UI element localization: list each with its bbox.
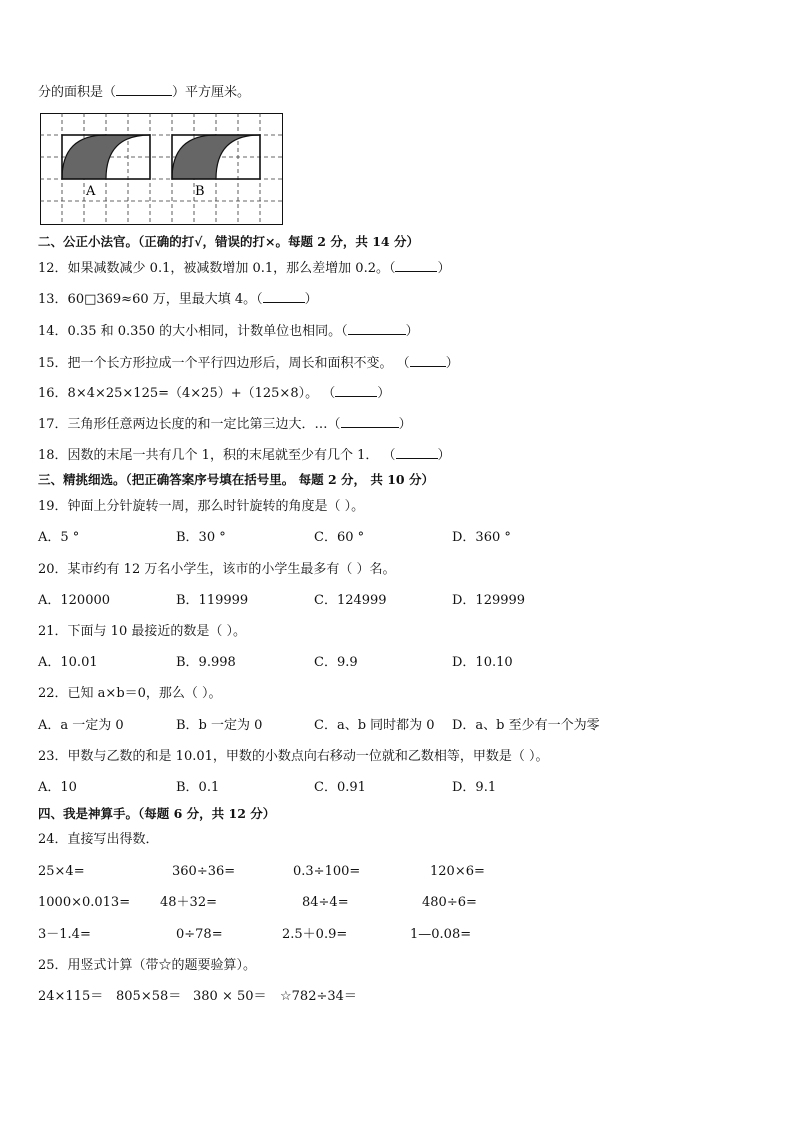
answer-blank[interactable] <box>116 84 172 96</box>
calc-item: 3－1.4= <box>38 927 91 942</box>
calc-item: 120×6= <box>430 864 485 879</box>
calc-item: 1—0.08= <box>410 927 472 942</box>
paren-close: ） <box>405 324 419 339</box>
area-question-unit: ）平方厘米。 <box>172 85 251 100</box>
question-14 <box>38 323 419 340</box>
question-22: 22．已知 a×b＝0，那么（ ）。 <box>38 686 222 701</box>
option-b[interactable]: B．119999 <box>176 593 249 608</box>
question-19: 19．钟面上分针旋转一周，那么时针旋转的角度是（ ）。 <box>38 499 365 514</box>
shape-a <box>62 135 150 179</box>
paren-close: ） <box>377 386 391 401</box>
option-c[interactable]: C．a、b 同时都为 0 <box>314 718 435 733</box>
label-b: B <box>195 184 205 199</box>
question-number: 17． <box>38 417 68 432</box>
calc-item: 380 × 50＝ <box>193 989 267 1004</box>
question-number: 15． <box>38 356 68 371</box>
calc-item: 805×58＝ <box>116 989 182 1004</box>
section3-heading: 三、精挑细选。（把正确答案序号填在括号里。 每题 2 分， 共 10 分） <box>38 472 434 487</box>
option-d[interactable]: D．129999 <box>452 593 526 608</box>
answer-blank[interactable] <box>263 291 305 303</box>
calc-item: 480÷6= <box>422 895 477 910</box>
option-a[interactable]: A．10.01 <box>38 655 98 670</box>
option-b[interactable]: B．30 ° <box>176 530 226 545</box>
area-question-line <box>38 84 250 101</box>
option-b[interactable]: B．9.998 <box>176 655 236 670</box>
option-c[interactable]: C．0.91 <box>314 780 366 795</box>
question-text: 8×4×25×125=（4×25）+（125×8）。 （ <box>67 386 336 401</box>
paren-close: ） <box>437 448 451 463</box>
option-c[interactable]: C．124999 <box>314 593 387 608</box>
paren-close: ） <box>398 417 412 432</box>
option-a[interactable]: A．a 一定为 0 <box>38 718 124 733</box>
option-c[interactable]: C．60 ° <box>314 530 365 545</box>
paren-close: ） <box>437 261 451 276</box>
question-20: 20．某市约有 12 万名小学生，该市的小学生最多有（ ）名。 <box>38 562 396 577</box>
answer-blank[interactable] <box>341 416 399 428</box>
area-question-text: 分的面积是（ <box>38 85 117 100</box>
option-a[interactable]: A．120000 <box>38 593 111 608</box>
question-text: 把一个长方形拉成一个平行四边形后，周长和面积不变。 （ <box>67 356 410 371</box>
label-a: A <box>86 184 96 199</box>
option-d[interactable]: D．10.10 <box>452 655 513 670</box>
question-15 <box>38 355 459 372</box>
option-d[interactable]: D．a、b 至少有一个为零 <box>452 718 600 733</box>
question-number: 14． <box>38 324 68 339</box>
answer-blank[interactable] <box>348 323 406 335</box>
question-18 <box>38 447 451 464</box>
answer-blank[interactable] <box>395 260 437 272</box>
question-24: 24．直接写出得数． <box>38 832 159 847</box>
paren-close: ） <box>304 292 318 307</box>
option-d[interactable]: D．9.1 <box>452 780 497 795</box>
answer-blank[interactable] <box>396 447 438 459</box>
answer-blank[interactable] <box>335 385 377 397</box>
question-number: 16． <box>38 386 68 401</box>
question-25: 25．用竖式计算（带☆的题要验算）。 <box>38 958 257 973</box>
calc-item: 48＋32= <box>160 895 217 910</box>
calc-item: 24×115＝ <box>38 989 104 1004</box>
option-a[interactable]: A．10 <box>38 780 77 795</box>
grid-figure <box>40 113 283 225</box>
question-text: 因数的末尾一共有几个 1，积的末尾就至少有几个 1． （ <box>67 448 396 463</box>
option-b[interactable]: B．b 一定为 0 <box>176 718 263 733</box>
calc-item: 2.5＋0.9= <box>282 927 348 942</box>
question-17 <box>38 416 412 433</box>
calc-item: 0.3÷100= <box>293 864 361 879</box>
question-12 <box>38 260 450 277</box>
answer-blank[interactable] <box>410 355 446 367</box>
option-a[interactable]: A．5 ° <box>38 530 80 545</box>
question-number: 12． <box>38 261 68 276</box>
question-13 <box>38 291 318 308</box>
paren-close: ） <box>445 356 459 371</box>
calc-item: ☆782÷34＝ <box>280 989 357 1004</box>
question-23: 23．甲数与乙数的和是 10.01，甲数的小数点向右移动一位就和乙数相等，甲数是（ ）。 <box>38 749 549 764</box>
section4-heading: 四、我是神算手。（每题 6 分，共 12 分） <box>38 806 276 821</box>
calc-item: 0÷78= <box>176 927 223 942</box>
question-text: 60□369≈60 万，里最大填 4。（ <box>67 292 263 307</box>
section2-heading: 二、公正小法官。（正确的打√，错误的打×。每题 2 分，共 14 分） <box>38 234 419 249</box>
question-text: 0.35 和 0.350 的大小相同，计数单位也相同。（ <box>67 324 348 339</box>
question-text: 如果减数减少 0.1，被减数增加 0.1，那么差增加 0.2。（ <box>67 261 396 276</box>
calc-item: 1000×0.013= <box>38 895 131 910</box>
question-16 <box>38 385 390 402</box>
option-d[interactable]: D．360 ° <box>452 530 511 545</box>
question-number: 13． <box>38 292 68 307</box>
question-21: 21．下面与 10 最接近的数是（ ）。 <box>38 624 246 639</box>
option-c[interactable]: C．9.9 <box>314 655 358 670</box>
calc-item: 84÷4= <box>302 895 349 910</box>
option-b[interactable]: B．0.1 <box>176 780 220 795</box>
calc-item: 360÷36= <box>172 864 236 879</box>
calc-item: 25×4= <box>38 864 85 879</box>
question-number: 18． <box>38 448 68 463</box>
question-text: 三角形任意两边长度的和一定比第三边大．…（ <box>67 417 341 432</box>
